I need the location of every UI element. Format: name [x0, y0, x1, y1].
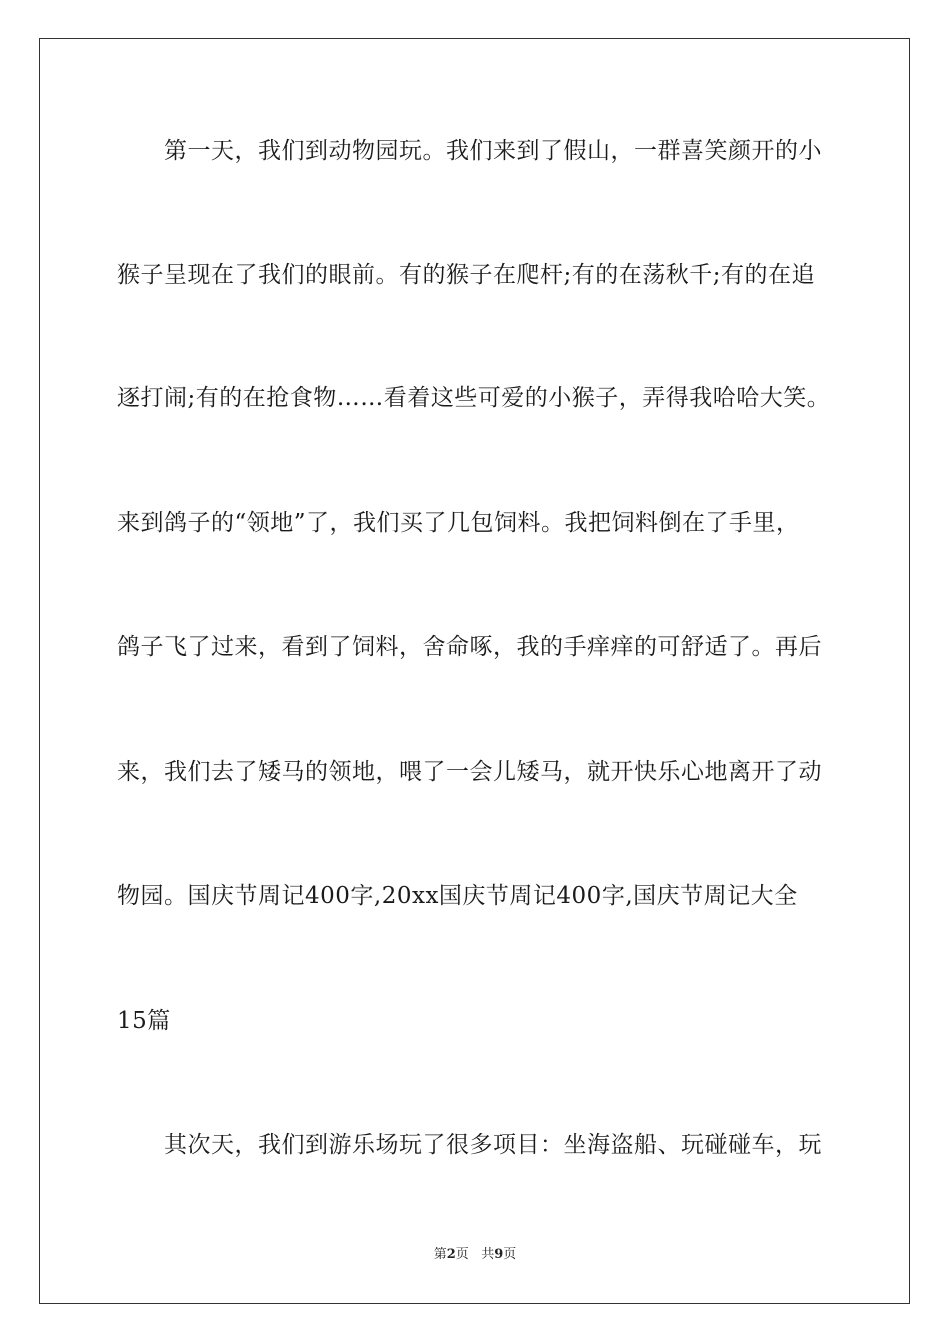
paragraph-line-1: 第一天，我们到动物园玩。我们来到了假山，一群喜笑颜开的小 — [164, 138, 822, 164]
total-prefix: 共 — [481, 1247, 495, 1262]
paragraph-line-4: 来到鸽子的“领地”了，我们买了几包饲料。我把饲料倒在了手里， — [117, 510, 800, 536]
page-total: 9 — [494, 1247, 504, 1262]
page-footer — [0, 1246, 950, 1264]
page-current: 2 — [446, 1247, 456, 1262]
page-border — [39, 38, 910, 1304]
page-prefix: 第 — [433, 1247, 447, 1262]
paragraph-line-7: 物园。国庆节周记400字,20xx国庆节周记400字,国庆节周记大全 — [117, 883, 798, 909]
total-suffix: 页 — [503, 1247, 517, 1262]
paragraph-line-2: 猴子呈现在了我们的眼前。有的猴子在爬杆;有的在荡秋千;有的在追 — [117, 262, 815, 288]
paragraph-line-8: 15篇 — [117, 1008, 171, 1034]
paragraph-line-5: 鸽子飞了过来，看到了饲料，舍命啄，我的手痒痒的可舒适了。再后 — [117, 634, 822, 660]
page-suffix: 页 — [455, 1247, 469, 1262]
paragraph-line-3: 逐打闹;有的在抢食物……看着这些可爱的小猴子，弄得我哈哈大笑。 — [117, 385, 831, 411]
paragraph-line-9: 其次天，我们到游乐场玩了很多项目：坐海盗船、玩碰碰车，玩 — [164, 1132, 822, 1158]
paragraph-line-6: 来，我们去了矮马的领地，喂了一会儿矮马，就开快乐心地离开了动 — [117, 759, 822, 785]
